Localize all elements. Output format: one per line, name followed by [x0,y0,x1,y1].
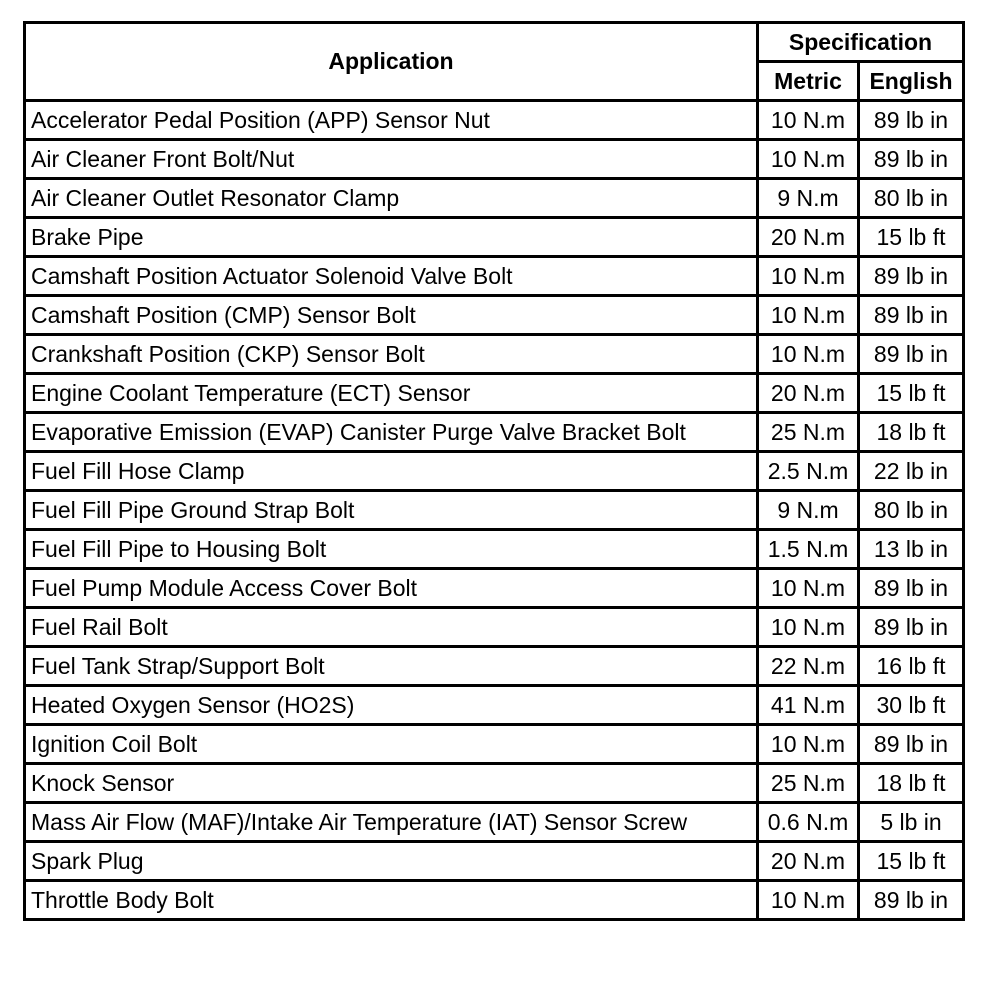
metric-cell: 10 N.m [758,608,859,647]
application-cell: Fuel Fill Pipe Ground Strap Bolt [25,491,758,530]
english-cell: 15 lb ft [859,218,964,257]
table-row [25,881,964,920]
table-row [25,452,964,491]
application-cell: Heated Oxygen Sensor (HO2S) [25,686,758,725]
header-row-top [25,23,964,62]
english-cell: 18 lb ft [859,413,964,452]
application-cell: Ignition Coil Bolt [25,725,758,764]
english-cell: 89 lb in [859,296,964,335]
application-cell: Spark Plug [25,842,758,881]
metric-cell: 10 N.m [758,569,859,608]
english-cell: 22 lb in [859,452,964,491]
application-cell: Fuel Fill Hose Clamp [25,452,758,491]
metric-cell: 41 N.m [758,686,859,725]
english-cell: 18 lb ft [859,764,964,803]
english-cell: 89 lb in [859,608,964,647]
metric-cell: 22 N.m [758,647,859,686]
metric-cell: 9 N.m [758,179,859,218]
application-cell: Camshaft Position (CMP) Sensor Bolt [25,296,758,335]
application-cell: Air Cleaner Front Bolt/Nut [25,140,758,179]
english-cell: 30 lb ft [859,686,964,725]
english-cell: 89 lb in [859,335,964,374]
english-cell: 15 lb ft [859,842,964,881]
application-cell: Fuel Tank Strap/Support Bolt [25,647,758,686]
metric-cell: 10 N.m [758,257,859,296]
table-row [25,335,964,374]
english-cell: 89 lb in [859,257,964,296]
english-cell: 80 lb in [859,491,964,530]
english-cell: 13 lb in [859,530,964,569]
application-cell: Mass Air Flow (MAF)/Intake Air Temperature (IAT) Sensor Screw [25,803,758,842]
table-row [25,101,964,140]
table-row [25,803,964,842]
torque-spec-table [23,21,965,921]
application-cell: Air Cleaner Outlet Resonator Clamp [25,179,758,218]
metric-cell: 0.6 N.m [758,803,859,842]
application-cell: Fuel Fill Pipe to Housing Bolt [25,530,758,569]
metric-column-header: Metric [758,62,859,101]
english-cell: 5 lb in [859,803,964,842]
metric-cell: 10 N.m [758,140,859,179]
table-row [25,179,964,218]
application-cell: Camshaft Position Actuator Solenoid Valve Bolt [25,257,758,296]
table-row [25,608,964,647]
application-cell: Fuel Pump Module Access Cover Bolt [25,569,758,608]
english-cell: 15 lb ft [859,374,964,413]
english-cell: 89 lb in [859,725,964,764]
metric-cell: 20 N.m [758,218,859,257]
metric-cell: 2.5 N.m [758,452,859,491]
english-column-header: English [859,62,964,101]
table-row [25,491,964,530]
metric-cell: 25 N.m [758,764,859,803]
english-cell: 16 lb ft [859,647,964,686]
metric-cell: 20 N.m [758,374,859,413]
metric-cell: 1.5 N.m [758,530,859,569]
table-row [25,764,964,803]
specification-column-header: Specification [758,23,964,62]
application-column-header: Application [25,23,758,101]
english-cell: 89 lb in [859,881,964,920]
metric-cell: 10 N.m [758,725,859,764]
metric-cell: 20 N.m [758,842,859,881]
english-cell: 89 lb in [859,101,964,140]
table-row [25,686,964,725]
application-cell: Brake Pipe [25,218,758,257]
table-body [25,101,964,920]
table-row [25,257,964,296]
table-row [25,569,964,608]
metric-cell: 25 N.m [758,413,859,452]
metric-cell: 10 N.m [758,296,859,335]
table-row [25,296,964,335]
application-cell: Throttle Body Bolt [25,881,758,920]
metric-cell: 10 N.m [758,101,859,140]
application-cell: Knock Sensor [25,764,758,803]
table-row [25,413,964,452]
english-cell: 89 lb in [859,569,964,608]
application-cell: Fuel Rail Bolt [25,608,758,647]
metric-cell: 9 N.m [758,491,859,530]
metric-cell: 10 N.m [758,335,859,374]
table-row [25,374,964,413]
table-row [25,647,964,686]
application-cell: Crankshaft Position (CKP) Sensor Bolt [25,335,758,374]
table-header [25,23,964,101]
table-row [25,725,964,764]
application-cell: Accelerator Pedal Position (APP) Sensor Nut [25,101,758,140]
table-row [25,140,964,179]
english-cell: 80 lb in [859,179,964,218]
table-row [25,218,964,257]
metric-cell: 10 N.m [758,881,859,920]
application-cell: Engine Coolant Temperature (ECT) Sensor [25,374,758,413]
application-cell: Evaporative Emission (EVAP) Canister Purge Valve Bracket Bolt [25,413,758,452]
english-cell: 89 lb in [859,140,964,179]
table-row [25,842,964,881]
table-row [25,530,964,569]
